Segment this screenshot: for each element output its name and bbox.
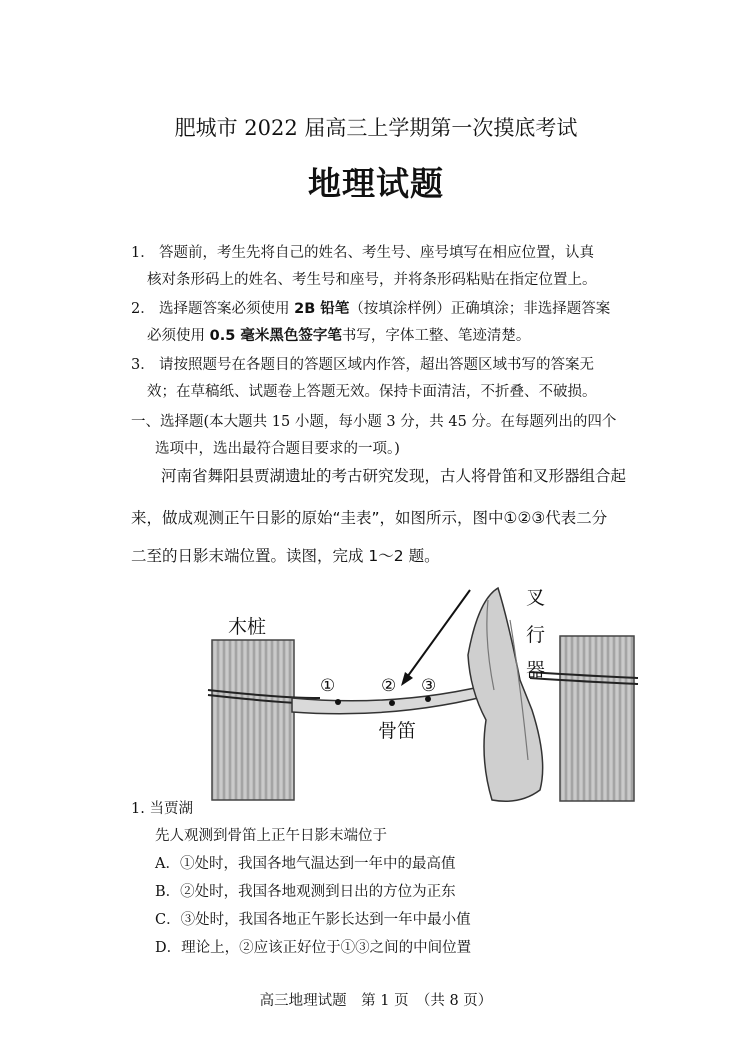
flute-hole-1 — [335, 699, 341, 705]
page-footer: 高三地理试题 第 1 页 （共 8 页） — [259, 993, 493, 1009]
note-1-number: 1． — [131, 245, 155, 261]
label-bone-flute: 骨笛 — [378, 720, 417, 742]
mark-position-3: ③ — [421, 676, 437, 696]
label-fork-char-3: 器 — [526, 659, 546, 681]
note-2-bold-pencil: 2B 铅笔 — [294, 301, 350, 317]
mark-position-1: ① — [320, 676, 336, 696]
note-3-line-1: 请按照题号在各题目的答题区域内作答，超出答题区域书写的答案无 — [159, 357, 594, 373]
option-d: D．理论上，②应该正好位于①③之间的中间位置 — [155, 940, 472, 956]
option-c: C．③处时，我国各地正午影长达到一年中最小值 — [155, 912, 471, 928]
option-b: B．②处时，我国各地观测到日出的方位为正东 — [155, 884, 456, 900]
wooden-post-right — [560, 636, 634, 801]
sun-ray-arrowhead — [401, 672, 413, 686]
question-1-stem-line-2: 先人观测到骨笛上正午日影末端位于 — [155, 828, 387, 844]
exam-title: 肥城市 2022 届高三上学期第一次摸底考试 — [174, 116, 578, 140]
note-2-line-2: 必须使用 0.5 毫米黑色签字笔书写，字体工整、笔迹清楚。 — [147, 328, 531, 344]
section-heading-line-2: 选项中，选出最符合题目要求的一项。) — [155, 441, 400, 457]
passage-line-2: 来，做成观测正午日影的原始“圭表”，如图所示，图中①②③代表二分 — [131, 509, 608, 527]
note-2-bold-pen: 0.5 毫米黑色签字笔 — [209, 328, 342, 344]
note-3-line-2: 效；在草稿纸、试题卷上答题无效。保持卡面清洁，不折叠、不破损。 — [147, 384, 597, 400]
label-fork-char-1: 叉 — [526, 587, 546, 609]
note-3-number: 3． — [131, 357, 155, 373]
option-a: A．①处时，我国各地气温达到一年中的最高值 — [155, 856, 456, 872]
flute-hole-2 — [389, 700, 395, 706]
mark-position-2: ② — [381, 676, 397, 696]
section-heading-line-1: 一、选择题(本大题共 15 小题，每小题 3 分，共 45 分。在每题列出的四个 — [131, 414, 617, 430]
note-1-line-2: 核对条形码上的姓名、考生号和座号，并将条形码粘贴在指定位置上。 — [147, 272, 597, 288]
passage-line-3: 二至的日影末端位置。读图，完成 1～2 题。 — [131, 547, 440, 565]
passage-line-1: 河南省舞阳县贾湖遗址的考古研究发现，古人将骨笛和叉形器组合起 — [161, 467, 627, 485]
subject-title: 地理试题 — [308, 164, 444, 203]
label-wooden-post: 木桩 — [228, 616, 267, 638]
note-2-line-1: 选择题答案必须使用 2B 铅笔（按填涂样例）正确填涂；非选择题答案 — [159, 301, 611, 317]
note-1-line-1: 答题前，考生先将自己的姓名、考生号、座号填写在相应位置，认真 — [159, 245, 594, 261]
wooden-post-left — [212, 640, 294, 800]
question-1-stem-line-1: 1. 当贾湖 — [131, 801, 193, 817]
flute-hole-3 — [425, 696, 431, 702]
note-2-number: 2． — [131, 301, 155, 317]
label-fork-char-2: 行 — [526, 624, 546, 646]
sun-ray-arrow — [405, 590, 470, 680]
